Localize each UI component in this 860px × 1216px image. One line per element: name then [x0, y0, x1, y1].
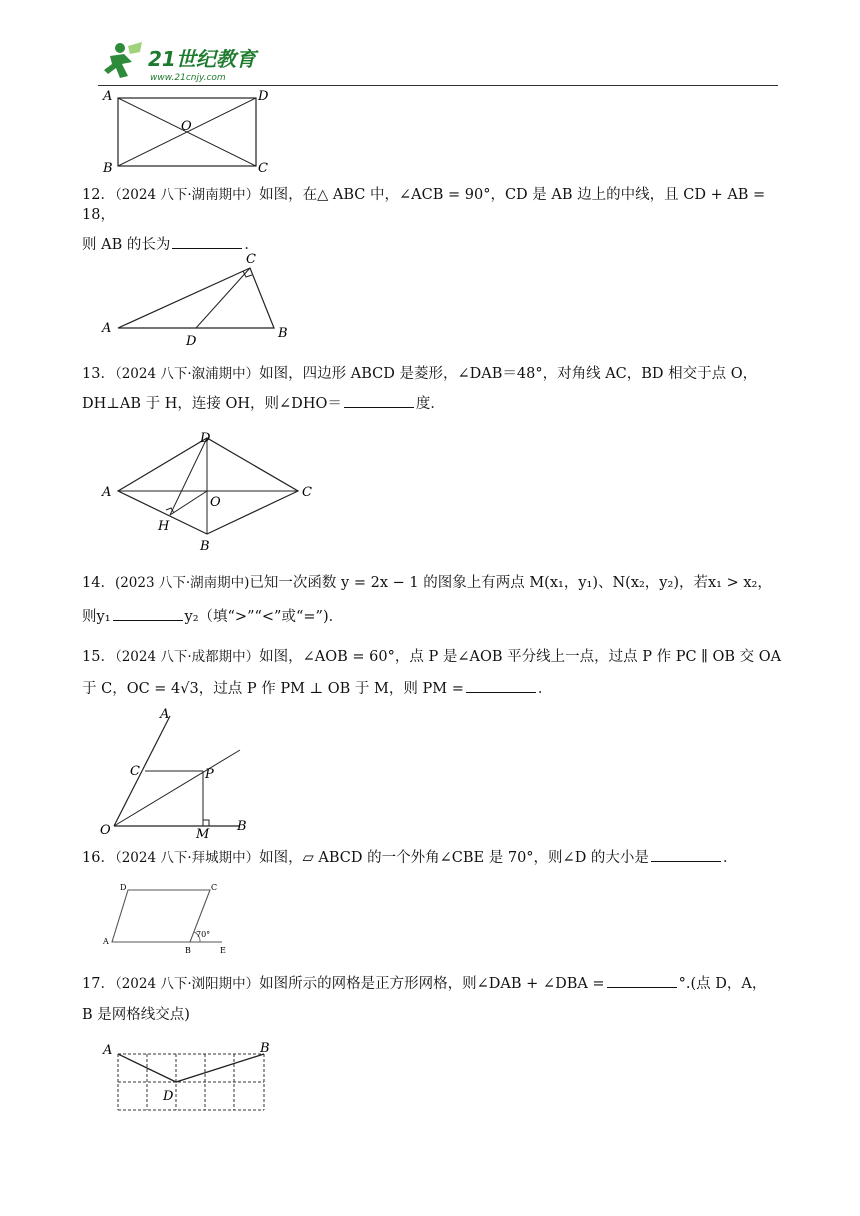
- logo-url: www.21cnjy.com: [150, 73, 226, 83]
- label-B: B: [185, 946, 191, 955]
- rectangle-figure: [100, 88, 280, 176]
- label-O: O: [210, 495, 221, 510]
- label-D: D: [163, 1089, 174, 1104]
- q17-source: （2024 八下·浏阳期中）: [114, 976, 260, 992]
- label-B: B: [237, 819, 247, 834]
- question-17: 17．（2024 八下·浏阳期中）如图所示的网格是正方形网格，则∠DAB + ∠DBA = °.(点 D，A， B 是网格线交点): [82, 973, 782, 1025]
- label-C: C: [302, 485, 312, 500]
- rhombus-figure: [100, 430, 330, 555]
- q12-text2: 则 AB 的长为: [82, 237, 171, 253]
- q14-number: 14．: [82, 575, 115, 591]
- answer-blank[interactable]: [651, 847, 721, 862]
- q13-text2: DH⊥AB 于 H，连接 OH，则∠DHO＝: [82, 396, 342, 412]
- label-P: P: [205, 767, 214, 782]
- label-C: C: [130, 764, 140, 779]
- label-A: A: [103, 937, 109, 946]
- question-16: 16．（2024 八下·拜城期中）如图，▱ ABCD 的一个外角∠CBE 是 70°，则∠D 的大小是 ．: [82, 847, 782, 868]
- question-12: 12．（2024 八下·湖南期中）如图，在△ ABC 中，∠ACB = 90°，CD 是 AB 边上的中线，且 CD + AB = 18， 则 AB 的长为 ．: [82, 187, 766, 253]
- label-O: O: [100, 823, 111, 838]
- label-B: B: [200, 539, 210, 554]
- site-logo: [98, 40, 278, 86]
- logo-text: 21世纪教育: [148, 47, 256, 71]
- answer-blank[interactable]: [466, 678, 536, 693]
- q16-text: 如图，▱ ABCD 的一个外角∠CBE 是 70°，则∠D 的大小是: [259, 850, 649, 866]
- answer-blank[interactable]: [113, 606, 183, 621]
- question-14: 14．(2023 八下·湖南期中)已知一次函数 y = 2x − 1 的图象上有两点 M(x₁，y₁)、N(x₂，y₂)，若x₁ > x₂， 则y₁ y₂（填“>”“<”或“=”)．: [82, 575, 772, 625]
- q15-text2: 于 C，OC = 4√3，过点 P 作 PM ⊥ OB 于 M，则 PM =: [82, 681, 464, 697]
- q15-source: （2024 八下·成都期中）: [114, 649, 260, 665]
- q16-source: （2024 八下·拜城期中）: [114, 850, 260, 866]
- label-A: A: [160, 707, 170, 722]
- q16-number: 16．: [82, 850, 115, 866]
- question-13: 13．（2024 八下·溆浦期中）如图，四边形 ABCD 是菱形，∠DAB＝48°，对角线 AC，BD 相交于点 O， DH⊥AB 于 H，连接 OH，则∠DHO＝ 度．: [82, 366, 758, 412]
- header-divider: [98, 85, 778, 86]
- q17-number: 17．: [82, 976, 115, 992]
- answer-blank[interactable]: [607, 973, 677, 988]
- label-D: D: [200, 431, 211, 446]
- label-A: A: [102, 485, 112, 500]
- q12-text: 如图，在△ ABC 中，∠ACB = 90°，CD 是 AB 边上的中线，且 CD + AB = 18，: [82, 187, 766, 223]
- q12-source: （2024 八下·湖南期中）: [114, 187, 260, 203]
- label-C: C: [258, 161, 268, 176]
- q14-source: (2023 八下·湖南期中): [114, 575, 250, 591]
- label-E: E: [220, 946, 226, 955]
- label-C: C: [211, 883, 218, 892]
- q15-text: 如图，∠AOB = 60°，点 P 是∠AOB 平分线上一点，过点 P 作 PC ∥ OB 交 OA: [259, 649, 782, 665]
- label-D: D: [258, 89, 269, 104]
- parallelogram-figure: [100, 880, 240, 958]
- label-B: B: [278, 326, 288, 341]
- q14-text2: 则y₁: [82, 609, 111, 625]
- grid-figure: [100, 1038, 280, 1118]
- question-15: 15．（2024 八下·成都期中）如图，∠AOB = 60°，点 P 是∠AOB 平分线上一点，过点 P 作 PC ∥ OB 交 OA 于 C，OC = 4√3，过点 P 作 PM ⊥ OB 于 M，则 PM = ．: [82, 649, 782, 697]
- label-C: C: [246, 252, 256, 267]
- label-H: H: [158, 519, 170, 534]
- q15-number: 15．: [82, 649, 115, 665]
- q17-text2: B 是网格线交点): [82, 1007, 190, 1023]
- label-D: D: [120, 883, 127, 892]
- q14-text: 已知一次函数 y = 2x − 1 的图象上有两点 M(x₁，y₁)、N(x₂，y₂)，若x₁ > x₂，: [249, 575, 772, 591]
- answer-blank[interactable]: [344, 393, 414, 408]
- label-A: A: [103, 89, 113, 104]
- label-B: B: [103, 161, 113, 176]
- label-M: M: [196, 827, 210, 841]
- angle-bisector-figure: [100, 706, 260, 841]
- label-O: O: [181, 119, 192, 134]
- label-B: B: [260, 1041, 270, 1056]
- q13-source: （2024 八下·溆浦期中）: [114, 366, 260, 382]
- q13-text: 如图，四边形 ABCD 是菱形，∠DAB＝48°，对角线 AC，BD 相交于点 O，: [259, 366, 758, 382]
- q17-text: 如图所示的网格是正方形网格，则∠DAB + ∠DBA =: [259, 976, 605, 992]
- q12-number: 12．: [82, 187, 115, 203]
- q13-number: 13．: [82, 366, 115, 382]
- label-D: D: [186, 334, 197, 348]
- angle-label: 70°: [196, 930, 211, 939]
- triangle-figure: [100, 248, 300, 348]
- label-A: A: [102, 321, 112, 336]
- answer-blank[interactable]: [172, 234, 242, 249]
- label-A: A: [103, 1043, 113, 1058]
